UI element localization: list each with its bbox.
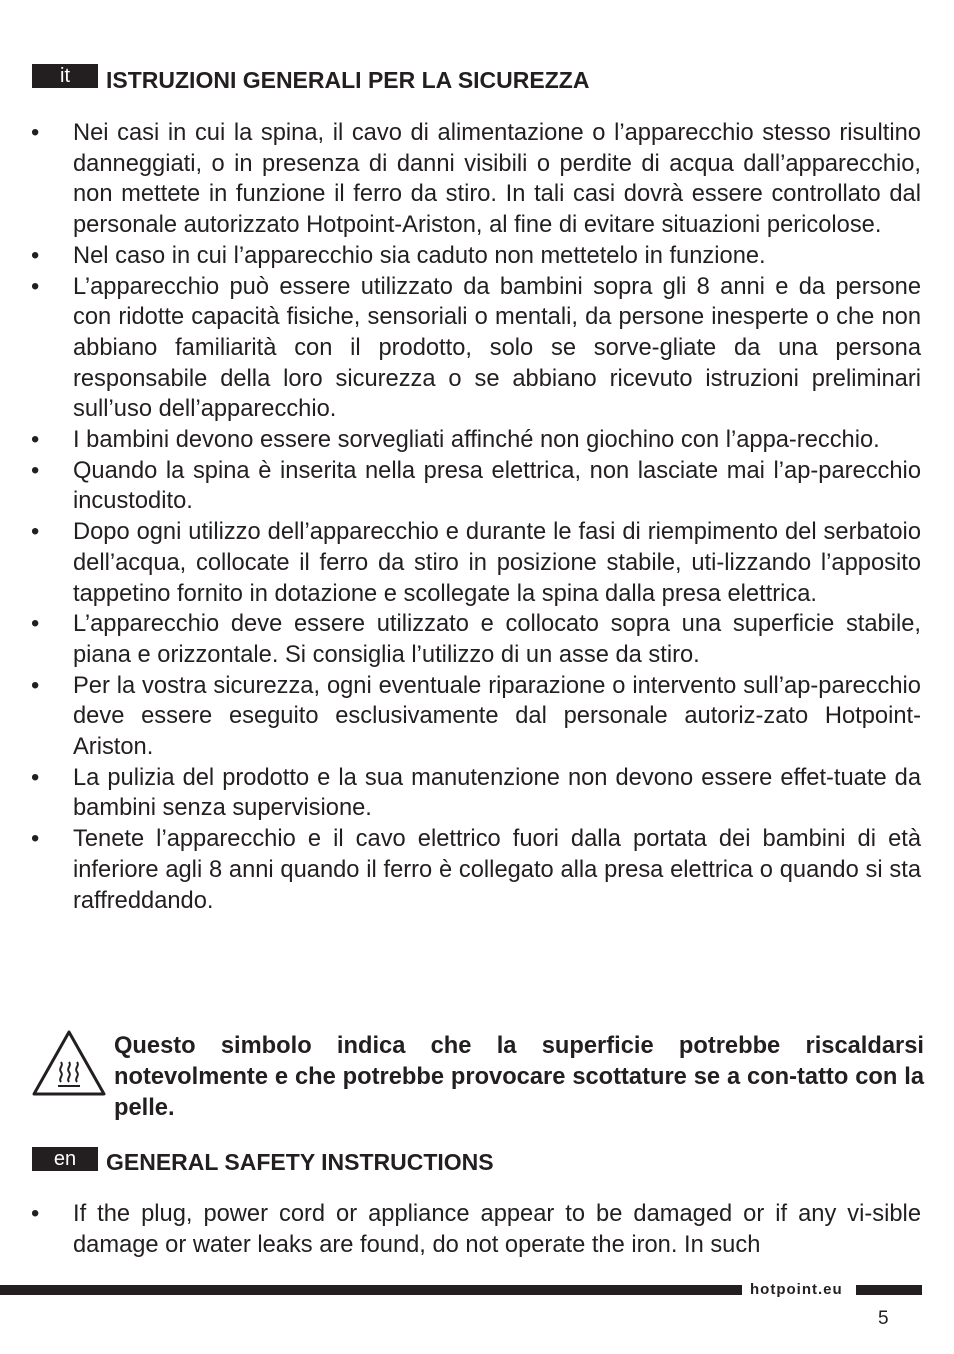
list-item	[0, 456, 921, 517]
list-item	[0, 517, 921, 609]
list-item	[0, 609, 921, 670]
bullet-icon: •	[31, 120, 40, 146]
list-item-text: Quando la spina è inserita nella presa elettrica, non lasciate mai l’ap-parecchio incustodito.	[73, 457, 921, 515]
hot-surface-warning-icon	[30, 1028, 108, 1100]
list-item	[0, 763, 921, 824]
list-item-text: Tenete l’apparecchio e il cavo elettrico fuori dalla portata dei bambini di età inferiore agli 8 anni quando il ferro è collegato alla presa elettrica o quando si sta raffreddando.	[73, 826, 921, 914]
bullet-icon: •	[31, 427, 40, 454]
language-tag-it: it	[32, 64, 98, 88]
bullet-icon: •	[31, 764, 40, 791]
bullet-icon: •	[31, 273, 40, 300]
list-item-text: Nei casi in cui la spina, il cavo di alimentazione o l’apparecchio stesso risultino danneggiati, o in presenza di danni visibili o perdite di acqua dall’apparecchio, non mettete in funzione il ferro da stiro. In tali casi dovrà essere controllato dal personale autorizzato Hotpoint-Ariston, al fine di evitare situazioni pericolose.	[73, 120, 921, 239]
language-tag-en: en	[32, 1147, 98, 1171]
safety-list-en	[0, 1199, 954, 1260]
section-title-it: ISTRUZIONI GENERALI PER LA SICUREZZA	[106, 67, 590, 93]
page-number: 5	[878, 1308, 889, 1329]
bullet-icon: •	[31, 1201, 40, 1227]
bullet-icon: •	[31, 611, 40, 638]
list-item-text: I bambini devono essere sorvegliati affinché non giochino con l’appa-recchio.	[73, 427, 880, 454]
list-item	[0, 1199, 921, 1260]
footer-brand: hotpoint.eu	[750, 1281, 843, 1298]
warning-text: Questo simbolo indica che la superficie potrebbe riscaldarsi notevolmente e che potrebbe provocare scottature se a con-tatto con la pelle.	[114, 1033, 924, 1121]
list-item-text: L’apparecchio può essere utilizzato da bambini sopra gli 8 anni e da persone con ridotte capacità fisiche, sensoriali o mentali, da persone inesperte o che non abbiano familiarità con il prodotto, solo se sorve-gliate da una persona responsabile della loro sicurezza o se abbiano ricevuto istruzioni preliminari sull’uso dell’apparecchio.	[73, 273, 921, 423]
list-item	[0, 425, 921, 456]
list-item-text: Nel caso in cui l’apparecchio sia caduto non mettetelo in funzione.	[73, 242, 766, 269]
list-item-text: Per la vostra sicurezza, ogni eventuale riparazione o intervento sull’ap-parecchio deve essere eseguito esclusivamente dal personale autoriz-zato Hotpoint-Ariston.	[73, 672, 921, 761]
list-item-text: If the plug, power cord or appliance appear to be damaged or if any vi-sible damage or water leaks are found, do not operate the iron. In such	[73, 1201, 921, 1258]
list-item	[0, 272, 921, 426]
list-item-text: La pulizia del prodotto e la sua manutenzione non devono essere effet-tuate da bambini senza supervisione.	[73, 764, 921, 822]
hot-surface-warning	[30, 1028, 930, 1128]
list-item	[0, 671, 921, 763]
list-item	[0, 241, 921, 272]
list-item-text: L’apparecchio deve essere utilizzato e collocato sopra una superficie stabile, piana e orizzontale. Si consiglia l’utilizzo di un asse da stiro.	[73, 611, 921, 668]
list-item-text: Dopo ogni utilizzo dell’apparecchio e durante le fasi di riempimento del serbatoio dell’acqua, collocate il ferro da stiro in posizione stabile, uti-lizzando l’apposito tappetino fornito in dotazione e scollegate la spina dalla presa elettrica.	[73, 519, 921, 607]
bullet-icon: •	[31, 457, 40, 484]
bullet-icon: •	[31, 519, 40, 546]
list-item	[0, 824, 921, 916]
list-item	[0, 118, 921, 241]
footer-rule	[856, 1285, 922, 1295]
section-title-en: GENERAL SAFETY INSTRUCTIONS	[106, 1149, 494, 1175]
bullet-icon: •	[31, 242, 40, 269]
bullet-icon: •	[31, 826, 40, 853]
bullet-icon: •	[31, 672, 40, 699]
safety-list-it	[0, 118, 954, 916]
footer-rule	[0, 1285, 742, 1295]
